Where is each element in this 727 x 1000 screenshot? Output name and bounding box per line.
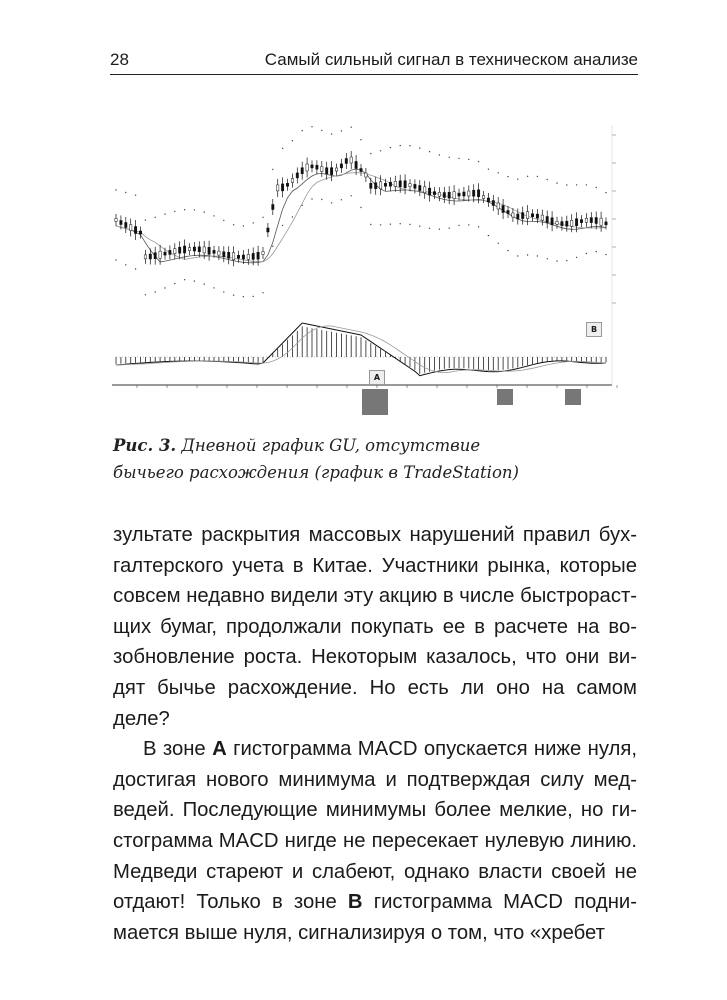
lower-band-dot — [115, 259, 116, 260]
lower-band-dot — [223, 291, 224, 292]
upper-band-dot — [174, 211, 175, 212]
caption-line-1: Дневной график GU, отсутствие — [176, 436, 481, 455]
price-candle-body — [556, 221, 558, 224]
price-candle-body — [330, 168, 332, 175]
price-candle-body — [561, 222, 563, 226]
lower-band-dot — [390, 224, 391, 225]
price-candle-body — [448, 192, 450, 198]
price-candle-body — [600, 218, 602, 225]
zone-b-ref: B — [347, 891, 363, 914]
price-candle-body — [375, 183, 377, 189]
price-candle-body — [502, 206, 504, 213]
lower-band-dot — [547, 258, 548, 259]
price-candle-body — [125, 223, 127, 228]
price-candle-body — [130, 225, 132, 231]
bear-icon — [497, 389, 513, 405]
price-candle-body — [531, 214, 533, 217]
lower-band-dot — [194, 280, 195, 281]
upper-band-dot — [243, 225, 244, 226]
price-candle-body — [497, 203, 499, 209]
price-candle-body — [536, 214, 538, 218]
price-candle-body — [360, 169, 362, 172]
price-candle-body — [453, 192, 455, 199]
body-line: зобновление роста. Некоторым казалось, что они ви- — [113, 646, 637, 669]
price-candle-body — [286, 183, 288, 186]
price-candle-body — [134, 227, 136, 234]
price-candle-body — [340, 164, 342, 168]
lower-band-dot — [517, 255, 518, 256]
lower-band-dot — [537, 255, 538, 256]
body-line: Медведи стареют и слабеют, однако власти своей не — [113, 860, 637, 883]
stock-chart-figure — [112, 125, 632, 425]
upper-band-dot — [400, 145, 401, 146]
upper-band-dot — [556, 182, 557, 183]
body-line: зультате раскрытия массовых нарушений правил бух- — [113, 524, 637, 546]
lower-band-dot — [253, 296, 254, 297]
lower-band-dot — [174, 283, 175, 284]
lower-band-dot — [370, 224, 371, 225]
upper-band-dot — [302, 130, 303, 131]
upper-band-dot — [184, 209, 185, 210]
page-number: 28 — [110, 50, 129, 69]
price-candle-body — [139, 231, 141, 234]
lower-band-dot — [498, 243, 499, 244]
price-candle-body — [296, 173, 298, 178]
upper-band-dot — [507, 176, 508, 177]
lower-band-dot — [145, 294, 146, 295]
figure-caption — [113, 432, 633, 486]
price-candle-body — [183, 246, 185, 253]
upper-band-dot — [566, 184, 567, 185]
lower-band-dot — [409, 224, 410, 225]
lower-band-dot — [164, 287, 165, 288]
price-candle-body — [487, 198, 489, 202]
lower-band-dot — [507, 250, 508, 251]
price-candle-body — [379, 182, 381, 189]
upper-band-dot — [586, 184, 587, 185]
price-candle-body — [482, 196, 484, 199]
marker-b-label: B — [586, 322, 602, 337]
upper-band-dot — [449, 157, 450, 158]
upper-band-dot — [135, 195, 136, 196]
lower-band-dot — [380, 224, 381, 225]
upper-band-dot — [311, 126, 312, 127]
price-candle-body — [120, 221, 122, 225]
lower-band-dot — [321, 199, 322, 200]
zone-a-ref: A — [212, 738, 227, 761]
lower-band-dot — [155, 291, 156, 292]
marker-a-label: A — [369, 370, 385, 385]
price-candle-body — [188, 248, 190, 251]
upper-band-dot — [115, 189, 116, 190]
price-candle-body — [277, 185, 279, 191]
price-candle-body — [144, 255, 146, 259]
price-candle-body — [399, 181, 401, 187]
price-candle-body — [208, 247, 210, 254]
price-candle-body — [546, 217, 548, 223]
lower-band-dot — [243, 296, 244, 297]
price-candle-body — [198, 247, 200, 252]
price-candle-body — [193, 247, 195, 251]
upper-band-dot — [429, 151, 430, 152]
upper-band-dot — [262, 217, 263, 218]
price-candle-body — [272, 205, 274, 210]
price-candle-body — [492, 201, 494, 206]
upper-band-dot — [576, 184, 577, 185]
lower-band-dot — [478, 226, 479, 227]
price-candle-body — [433, 192, 435, 195]
lower-band-dot — [458, 225, 459, 226]
price-candle-body — [247, 254, 249, 259]
upper-band-dot — [331, 133, 332, 134]
price-candle-body — [370, 183, 372, 188]
upper-band-dot — [282, 148, 283, 149]
upper-band-dot — [390, 147, 391, 148]
upper-band-dot — [360, 139, 361, 140]
price-candle-body — [384, 183, 386, 186]
price-candle-body — [203, 247, 205, 253]
price-candle-body — [428, 188, 430, 195]
upper-band-dot — [419, 147, 420, 148]
price-candle-body — [389, 182, 391, 186]
lower-band-dot — [331, 202, 332, 203]
body-line: щих бумаг, продолжали покупать ее в расчете на во- — [113, 615, 637, 638]
upper-band-dot — [537, 176, 538, 177]
lower-band-dot — [400, 223, 401, 224]
price-candle-body — [571, 220, 573, 226]
price-candle-body — [526, 212, 528, 219]
upper-band-dot — [370, 153, 371, 154]
price-candle-body — [365, 173, 367, 177]
price-candle-body — [443, 193, 445, 198]
upper-band-dot — [272, 169, 273, 170]
upper-band-dot — [458, 158, 459, 159]
price-candle-body — [477, 190, 479, 197]
price-candle-body — [522, 213, 524, 219]
price-candle-body — [424, 187, 426, 193]
price-candle-body — [237, 255, 239, 258]
lower-band-dot — [429, 228, 430, 229]
body-line: достигая нового минимума и подтверждая силу мед- — [113, 768, 637, 791]
lower-band-dot — [351, 195, 352, 196]
lower-band-dot — [125, 264, 126, 265]
price-candle-body — [517, 214, 519, 219]
upper-band-dot — [527, 176, 528, 177]
upper-band-dot — [125, 192, 126, 193]
upper-band-dot — [605, 192, 606, 193]
lower-band-dot — [360, 207, 361, 208]
upper-band-dot — [468, 159, 469, 160]
price-candle-body — [438, 192, 440, 196]
price-candle-body — [321, 167, 323, 172]
bear-icon — [362, 389, 388, 415]
price-candle-body — [394, 181, 396, 186]
upper-band-dot — [292, 140, 293, 141]
body-line: В зоне A гистограмма MACD опускается ниже нуля, — [143, 738, 637, 761]
upper-band-dot — [478, 161, 479, 162]
lower-band-dot — [596, 251, 597, 252]
caption-line-2: бычьего расхождения (график в TradeStation) — [113, 463, 519, 482]
lower-band-dot — [282, 225, 283, 226]
upper-band-dot — [321, 130, 322, 131]
lower-band-dot — [262, 292, 263, 293]
price-candle-body — [473, 190, 475, 196]
lower-band-dot — [204, 283, 205, 284]
lower-band-dot — [272, 246, 273, 247]
upper-band-dot — [409, 145, 410, 146]
upper-band-dot — [498, 172, 499, 173]
price-candle-body — [580, 220, 582, 223]
price-candle-body — [301, 168, 303, 174]
lower-band-dot — [311, 198, 312, 199]
price-candle-body — [350, 157, 352, 163]
body-line: галтерского учета в Китае. Участники рынка, которые — [113, 554, 637, 577]
lower-band-dot — [184, 279, 185, 280]
upper-band-dot — [204, 211, 205, 212]
price-candle-body — [169, 250, 171, 254]
body-line: стограмма MACD нигде не пересекает нулевую линию. — [113, 829, 637, 852]
upper-band-dot — [194, 209, 195, 210]
lower-band-dot — [292, 216, 293, 217]
lower-band-dot — [233, 294, 234, 295]
upper-band-dot — [341, 130, 342, 131]
upper-band-dot — [253, 222, 254, 223]
price-candle-body — [267, 228, 269, 232]
running-header — [110, 48, 638, 75]
price-candle-body — [541, 215, 543, 220]
body-line: совсем недавно видели эту акцию в числе быстрораст- — [113, 585, 637, 608]
price-candle-body — [213, 250, 215, 253]
price-candle-body — [115, 219, 117, 222]
upper-band-dot — [351, 127, 352, 128]
price-candle-body — [291, 179, 293, 183]
price-candle-body — [605, 222, 607, 225]
lower-band-dot — [449, 228, 450, 229]
price-candle-body — [311, 165, 313, 168]
lower-band-dot — [556, 260, 557, 261]
lower-band-dot — [341, 199, 342, 200]
upper-band-dot — [164, 213, 165, 214]
upper-band-dot — [547, 179, 548, 180]
upper-band-dot — [380, 150, 381, 151]
price-candle-body — [507, 211, 509, 214]
upper-band-dot — [145, 219, 146, 220]
price-candle-body — [566, 221, 568, 226]
body-text — [113, 520, 637, 948]
lower-band-dot — [586, 253, 587, 254]
upper-band-dot — [233, 224, 234, 225]
price-candle-body — [218, 251, 220, 255]
body-line: ведей. Последующие минимумы более мелкие, но ги- — [113, 799, 637, 822]
price-candle-body — [458, 193, 460, 196]
lower-band-dot — [527, 254, 528, 255]
price-candle-body — [174, 249, 176, 254]
price-candle-body — [551, 218, 553, 225]
body-line: мается выше нуля, сигнализируя о том, что «хребет — [113, 921, 605, 944]
price-candle-body — [228, 252, 230, 258]
upper-band-dot — [155, 217, 156, 218]
price-candle-body — [316, 165, 318, 169]
price-candle-body — [159, 251, 161, 258]
upper-band-dot — [517, 179, 518, 180]
price-candle-body — [281, 184, 283, 191]
price-candle-body — [468, 191, 470, 196]
bear-icon — [565, 389, 581, 405]
price-candle-body — [585, 218, 587, 222]
price-candle-body — [179, 247, 181, 253]
price-candle-body — [257, 252, 259, 259]
lower-band-dot — [566, 260, 567, 261]
lower-band-dot — [135, 268, 136, 269]
upper-band-dot — [596, 187, 597, 188]
price-candle-body — [512, 213, 514, 217]
price-candle-body — [326, 168, 328, 174]
price-candle-body — [404, 181, 406, 188]
price-candle-body — [223, 252, 225, 257]
price-candle-body — [463, 192, 465, 196]
price-candle-body — [595, 218, 597, 224]
lower-band-dot — [576, 257, 577, 258]
upper-band-dot — [223, 220, 224, 221]
lower-band-dot — [439, 229, 440, 230]
price-candle-body — [262, 252, 264, 255]
upper-band-dot — [439, 154, 440, 155]
price-candle-body — [345, 159, 347, 164]
price-candle-body — [575, 219, 577, 226]
price-candle-body — [306, 164, 308, 171]
price-candle-body — [355, 162, 357, 169]
lower-band-dot — [488, 235, 489, 236]
caption-lead: Рис. 3. — [113, 436, 177, 455]
price-candle-body — [409, 184, 411, 187]
upper-band-dot — [488, 169, 489, 170]
upper-band-dot — [213, 215, 214, 216]
price-candle-body — [232, 253, 234, 260]
price-candle-body — [335, 168, 337, 171]
price-candle-body — [252, 253, 254, 259]
running-title: Самый сильный сигнал в техническом анализе — [264, 50, 638, 69]
lower-band-dot — [213, 287, 214, 288]
price-candle-body — [149, 254, 151, 259]
body-line: дят бычье расхождение. Но есть ли оно на самом деле? — [113, 676, 637, 730]
lower-band-dot — [468, 224, 469, 225]
lower-band-dot — [605, 254, 606, 255]
price-candle-body — [154, 253, 156, 259]
price-candle-body — [242, 255, 244, 259]
price-candle-body — [414, 184, 416, 188]
price-candle-body — [164, 252, 166, 255]
price-candle-body — [419, 186, 421, 191]
lower-band-dot — [419, 226, 420, 227]
body-line: отдают! Только в зоне B гистограмма MACD подни- — [113, 891, 637, 914]
price-candle-body — [590, 218, 592, 223]
